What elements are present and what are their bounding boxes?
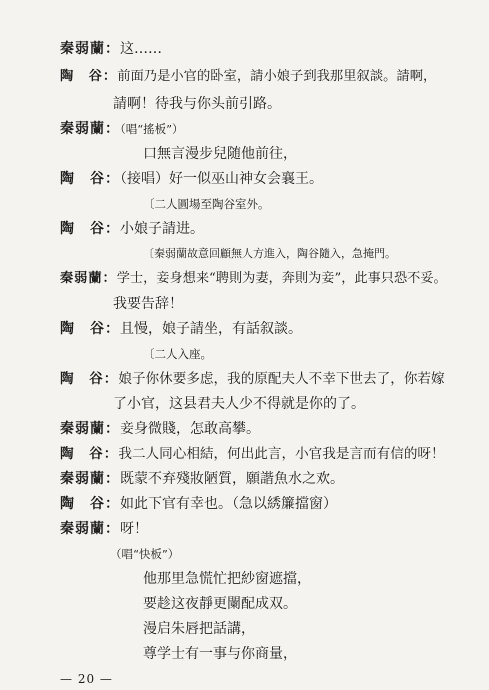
sung-direction: （唱“搖板”） <box>120 122 184 136</box>
speaker-name: 陶 谷： <box>60 321 120 337</box>
speaker-name: 秦弱蘭： <box>60 471 120 487</box>
dialogue-line <box>60 521 148 537</box>
speaker-name: 陶 谷： <box>60 446 119 462</box>
speaker-name: 秦弱蘭： <box>60 41 120 57</box>
speaker-name: 秦弱蘭： <box>60 121 120 137</box>
dialogue-line <box>60 121 184 137</box>
speaker-name: 陶 谷： <box>60 171 120 187</box>
dialogue-text: 这…… <box>120 41 162 57</box>
dialogue-line <box>60 371 445 387</box>
speaker-name: 陶 谷： <box>60 371 119 387</box>
page-number: — 20 — <box>60 672 113 686</box>
dialogue-text: 呀！ <box>120 521 148 537</box>
dialogue-text: 如此下官有幸也。（急以綉簾擋窗） <box>120 496 337 512</box>
speaker-name: 陶 谷： <box>60 221 120 237</box>
dialogue-continuation <box>113 296 183 312</box>
speaker-name: 秦弱蘭： <box>60 521 120 537</box>
verse-text: 漫启朱唇把話講， <box>143 621 255 637</box>
speaker-name: 秦弱蘭： <box>60 421 120 437</box>
dialogue-text: 娘子你休要多虑，我的原配夫人不幸下世去了，你若嫁 <box>118 371 445 387</box>
verse-line <box>143 646 297 662</box>
dialogue-line <box>60 496 337 512</box>
dialogue-text: 前面乃是小官的卧室，請小娘子到我那里叙談。請啊， <box>117 69 437 84</box>
stage-direction <box>143 246 396 262</box>
verse-text: 口無言漫步兒随他前往， <box>143 146 297 162</box>
dialogue-text: 既蒙不弃殘妝陋質，願諧魚水之欢。 <box>120 471 344 487</box>
dialogue-line <box>60 321 302 337</box>
dialogue-continuation <box>113 96 281 112</box>
speaker-name: 秦弱蘭： <box>60 271 117 286</box>
stage-direction-text: 〔秦弱蘭故意回顧無人方進入，陶谷隨入，急掩門。 <box>143 247 396 260</box>
sung-direction-text: （唱“快板”） <box>110 547 180 561</box>
stage-direction <box>143 196 270 212</box>
dialogue-line <box>60 271 447 287</box>
verse-line <box>143 621 255 637</box>
dialogue-text: 我要告辞！ <box>113 296 183 312</box>
stage-direction-text: 〔二人入座。 <box>143 347 212 361</box>
dialogue-text: （接唱）好一似巫山神女会襄王。 <box>120 171 323 187</box>
verse-text: 他那里急慌忙把紗窗遮擋， <box>143 571 311 587</box>
verse-line <box>143 571 311 587</box>
dialogue-text: 我二人同心相結，何出此言，小官我是言而有信的呀！ <box>118 446 445 462</box>
dialogue-text: 請啊！待我与你头前引路。 <box>113 96 281 112</box>
speaker-name: 陶 谷： <box>60 69 118 84</box>
dialogue-text: 妾身微賤，怎敢高攀。 <box>120 421 260 437</box>
dialogue-text: 且慢，娘子請坐，有話叙談。 <box>120 321 302 337</box>
verse-line <box>143 596 297 612</box>
verse-text: 要趁这夜靜更闌配成双。 <box>143 596 297 612</box>
verse-line <box>143 146 297 162</box>
dialogue-text: 了小官，这县君夫人少不得就是你的了。 <box>113 396 365 412</box>
verse-text: 尊学士有一事与你商量， <box>143 646 297 662</box>
dialogue-continuation <box>113 396 365 412</box>
dialogue-line <box>60 69 436 85</box>
dialogue-line <box>60 446 445 462</box>
dialogue-line <box>60 221 204 237</box>
dialogue-line <box>60 421 260 437</box>
dialogue-line <box>60 171 323 187</box>
dialogue-line <box>60 471 344 487</box>
dialogue-text: 小娘子請进。 <box>120 221 204 237</box>
stage-direction-text: 〔二人圓場至陶谷室外。 <box>143 197 270 211</box>
speaker-name: 陶 谷： <box>60 496 120 512</box>
sung-direction <box>110 546 179 562</box>
dialogue-line <box>60 41 162 57</box>
dialogue-text: 学士，妾身想来“聘則为妻，奔則为妾”，此事只恐不妥。 <box>116 271 447 286</box>
stage-direction <box>143 346 212 362</box>
